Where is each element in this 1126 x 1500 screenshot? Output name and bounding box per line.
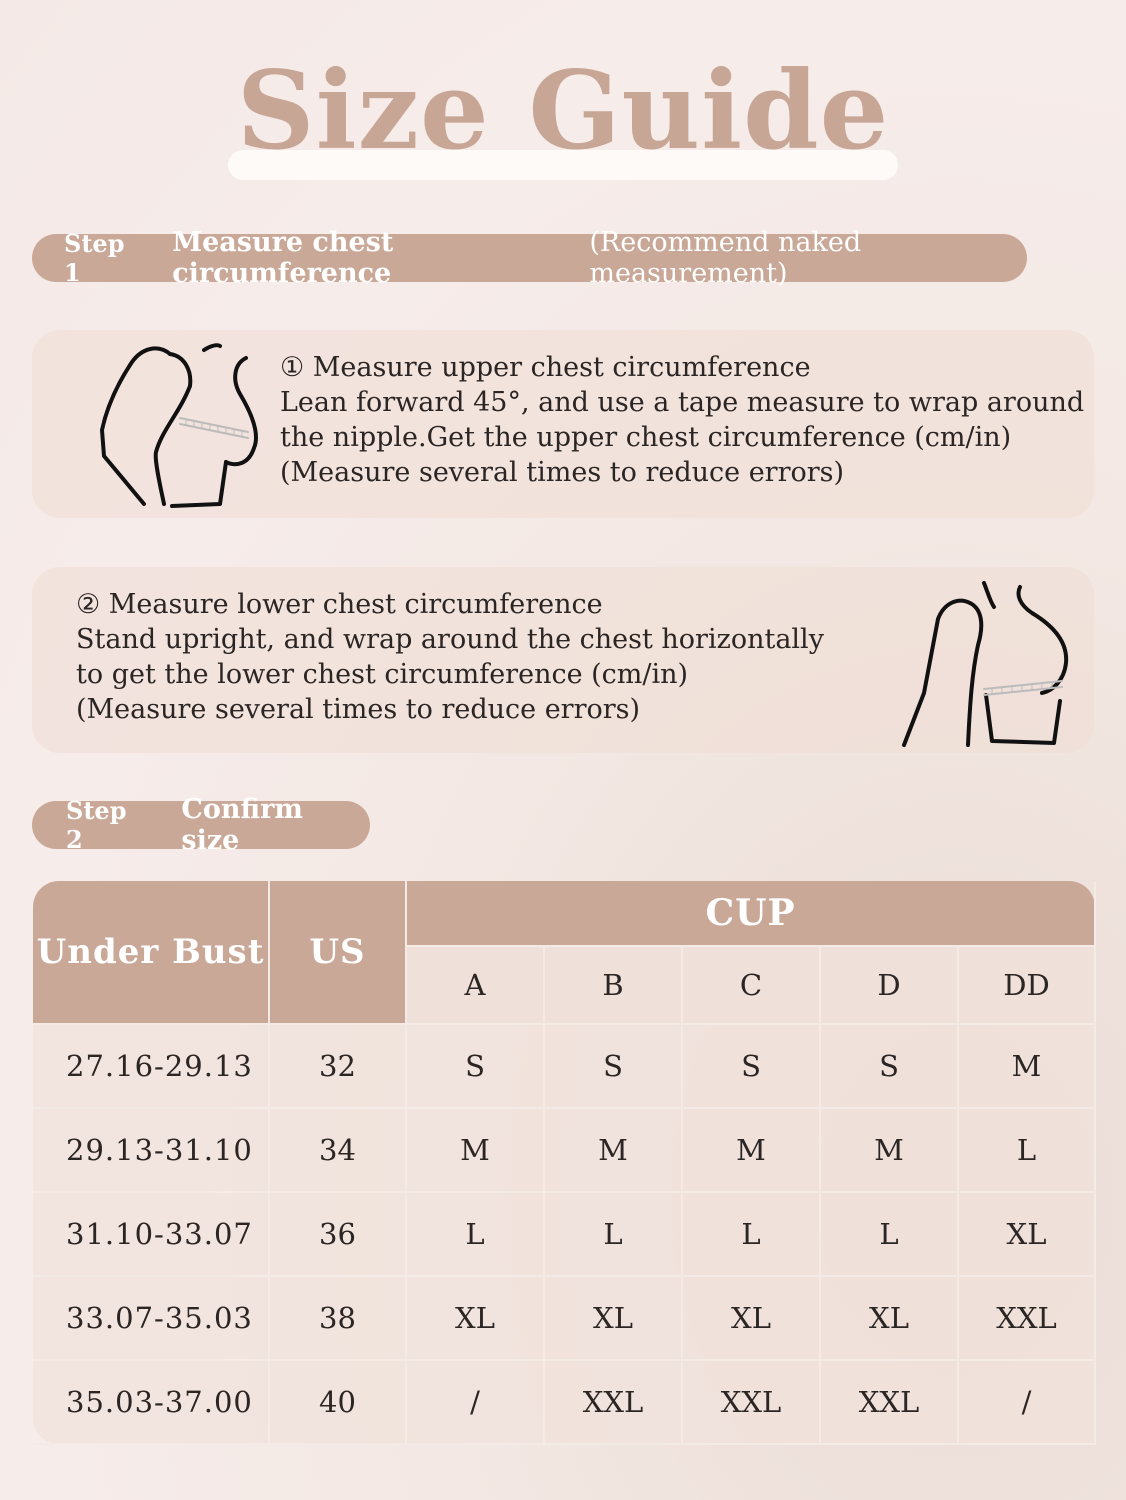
table-row: [33, 1024, 1095, 1108]
upper-chest-heading: ① Measure upper chest circumference: [280, 352, 811, 383]
size-cell: M: [682, 1108, 820, 1192]
size-cell: XL: [406, 1276, 544, 1360]
size-cell: L: [544, 1192, 682, 1276]
step2-number: Step 2: [66, 796, 127, 854]
step1-title: Measure chest circumference: [172, 227, 394, 289]
size-cell: XL: [544, 1276, 682, 1360]
under-bust-header: Under Bust: [33, 881, 269, 1024]
table-row: [33, 1276, 1095, 1360]
upright-chest-measure-icon: [892, 573, 1092, 757]
step2-banner: [32, 794, 370, 856]
step1-number: Step 1: [64, 229, 125, 287]
size-cell: M: [820, 1108, 958, 1192]
upper-chest-line2: Lean forward 45°, and use a tape measure to wrap around: [280, 387, 1085, 418]
table-row: [33, 1108, 1095, 1192]
under-bust-cell: 33.07-35.03: [33, 1276, 269, 1360]
us-cell: 40: [269, 1360, 406, 1444]
upper-chest-line4: (Measure several times to reduce errors): [280, 457, 845, 488]
lean-forward-chest-measure-icon: [62, 334, 262, 518]
table-row: [33, 1192, 1095, 1276]
cup-b-header: B: [544, 946, 682, 1024]
us-header: US: [269, 881, 406, 1024]
size-cell: M: [544, 1108, 682, 1192]
title-area: [0, 40, 1126, 190]
size-cell: /: [406, 1360, 544, 1444]
size-cell: M: [406, 1108, 544, 1192]
lower-chest-line2: Stand upright, and wrap around the chest horizontally: [76, 624, 824, 655]
cup-d-header: D: [820, 946, 958, 1024]
lower-chest-line4: (Measure several times to reduce errors): [76, 694, 641, 725]
size-cell: XL: [820, 1276, 958, 1360]
us-cell: 36: [269, 1192, 406, 1276]
us-cell: 32: [269, 1024, 406, 1108]
size-cell: XXL: [820, 1360, 958, 1444]
size-cell: XXL: [958, 1276, 1095, 1360]
size-cell: S: [406, 1024, 544, 1108]
size-cell: S: [544, 1024, 682, 1108]
size-cell: XL: [958, 1192, 1095, 1276]
size-cell: /: [958, 1360, 1095, 1444]
lower-chest-instructions: [76, 587, 824, 727]
cup-header: CUP: [406, 881, 1095, 946]
under-bust-cell: 35.03-37.00: [33, 1360, 269, 1444]
size-cell: L: [820, 1192, 958, 1276]
lower-chest-line3: to get the lower chest circumference (cm/in): [76, 659, 689, 690]
page-title: Size Guide: [236, 48, 890, 174]
lower-chest-card: [32, 567, 1094, 753]
step2-title: Confirm size: [181, 794, 303, 856]
cup-a-header: A: [406, 946, 544, 1024]
cup-c-header: C: [682, 946, 820, 1024]
upper-chest-instructions: [280, 350, 1084, 490]
step1-banner: [32, 227, 1027, 289]
upper-chest-card: [32, 330, 1094, 518]
size-cell: L: [406, 1192, 544, 1276]
size-cell: M: [958, 1024, 1095, 1108]
under-bust-cell: 27.16-29.13: [33, 1024, 269, 1108]
table-row: [33, 1360, 1095, 1444]
size-cell: L: [682, 1192, 820, 1276]
step1-subtitle: (Recommend naked measurement): [589, 227, 862, 289]
size-chart-table: [33, 881, 1096, 1445]
size-cell: XL: [682, 1276, 820, 1360]
size-cell: XXL: [682, 1360, 820, 1444]
size-cell: S: [682, 1024, 820, 1108]
under-bust-cell: 31.10-33.07: [33, 1192, 269, 1276]
cup-dd-header: DD: [958, 946, 1095, 1024]
us-cell: 34: [269, 1108, 406, 1192]
upper-chest-line3: the nipple.Get the upper chest circumference (cm/in): [280, 422, 1012, 453]
size-cell: L: [958, 1108, 1095, 1192]
lower-chest-heading: ② Measure lower chest circumference: [76, 589, 603, 620]
size-cell: XXL: [544, 1360, 682, 1444]
size-cell: S: [820, 1024, 958, 1108]
us-cell: 38: [269, 1276, 406, 1360]
under-bust-cell: 29.13-31.10: [33, 1108, 269, 1192]
